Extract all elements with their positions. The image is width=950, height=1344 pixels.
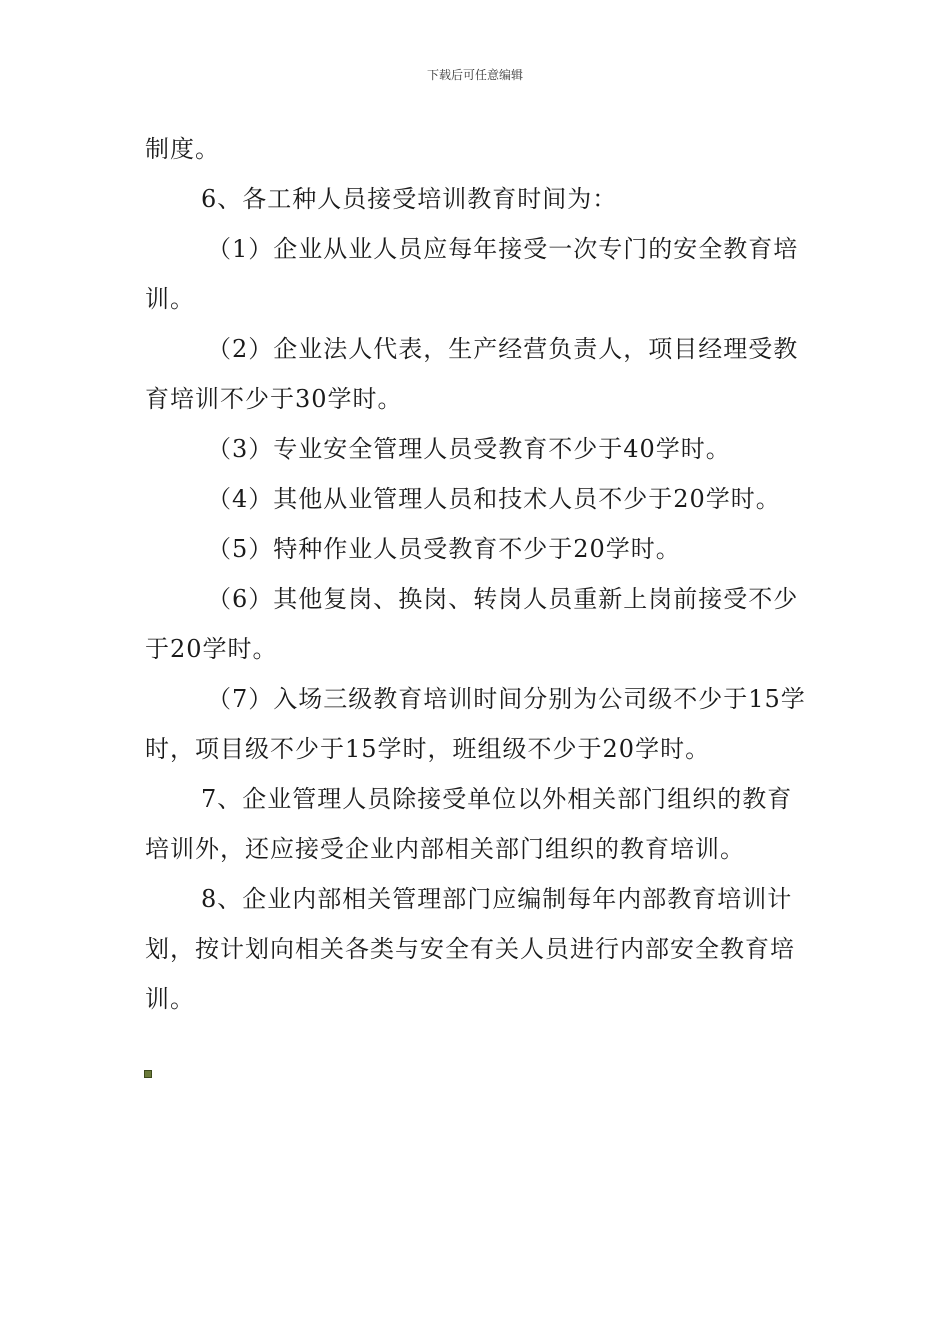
paragraph-sub-7: （7）入场三级教育培训时间分别为公司级不少于15学时，项目级不少于15学时，班组级不少于20学时。 (145, 685, 806, 763)
document-body (145, 124, 810, 1024)
paragraph-sub-1: （1）企业从业人员应每年接受一次专门的安全教育培训。 (145, 235, 799, 313)
paragraph-sub-4: （4）其他从业管理人员和技术人员不少于20学时。 (207, 485, 781, 513)
paragraph-sub-3: （3）专业安全管理人员受教育不少于40学时。 (207, 435, 731, 463)
paragraph-item-6: 6、各工种人员接受培训教育时间为： (201, 185, 618, 213)
paragraph-item-8: 8、企业内部相关管理部门应编制每年内部教育培训计划，按计划向相关各类与安全有关人员进行内部安全教育培训。 (145, 885, 795, 1013)
small-marker-icon (144, 1070, 152, 1078)
paragraph-item-7: 7、企业管理人员除接受单位以外相关部门组织的教育培训外，还应接受企业内部相关部门组织的教育培训。 (145, 785, 793, 863)
paragraph-sub-5: （5）特种作业人员受教育不少于20学时。 (207, 535, 681, 563)
paragraph-sub-6: （6）其他复岗、换岗、转岗人员重新上岗前接受不少于20学时。 (145, 585, 799, 663)
page-header: 下载后可任意编辑 (426, 68, 523, 82)
paragraph-sub-2: （2）企业法人代表，生产经营负责人，项目经理受教育培训不少于30学时。 (145, 335, 799, 413)
paragraph-continuation: 制度。 (145, 135, 220, 163)
